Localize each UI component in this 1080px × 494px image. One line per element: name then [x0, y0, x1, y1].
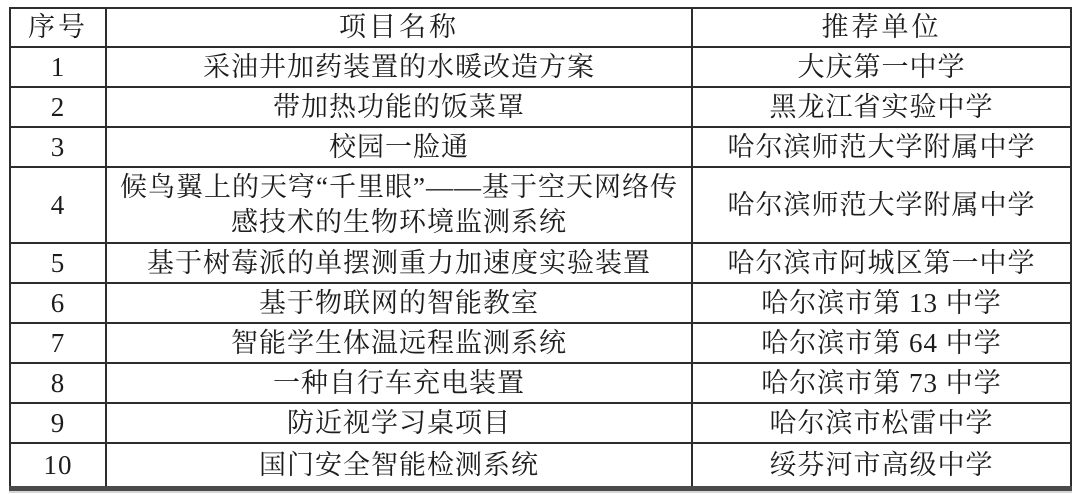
cell-project: 校园一脸通 — [106, 127, 692, 167]
cell-unit: 哈尔滨市松雷中学 — [692, 403, 1071, 443]
table-row — [10, 87, 1071, 127]
table-row — [10, 283, 1071, 323]
cell-index: 3 — [10, 127, 106, 167]
table-header-row — [10, 8, 1071, 47]
cell-unit: 大庆第一中学 — [692, 47, 1071, 87]
cell-project: 基于树莓派的单摆测重力加速度实验装置 — [106, 243, 692, 283]
cell-unit: 哈尔滨市第 64 中学 — [692, 323, 1071, 363]
table-row — [10, 443, 1071, 489]
cell-unit: 哈尔滨市第 13 中学 — [692, 283, 1071, 323]
cell-unit: 哈尔滨师范大学附属中学 — [692, 127, 1071, 167]
cell-project: 候鸟翼上的天穹“千里眼”——基于空天网络传感技术的生物环境监测系统 — [106, 167, 692, 243]
cell-index: 1 — [10, 47, 106, 87]
cell-unit: 哈尔滨市第 73 中学 — [692, 363, 1071, 403]
header-project: 项目名称 — [106, 8, 692, 47]
cell-project: 国门安全智能检测系统 — [106, 443, 692, 489]
table-row — [10, 243, 1071, 283]
table-row — [10, 47, 1071, 87]
cell-project: 智能学生体温远程监测系统 — [106, 323, 692, 363]
cell-project: 防近视学习桌项目 — [106, 403, 692, 443]
table-row — [10, 323, 1071, 363]
cell-index: 6 — [10, 283, 106, 323]
cell-unit: 哈尔滨市阿城区第一中学 — [692, 243, 1071, 283]
cell-unit: 绥芬河市高级中学 — [692, 443, 1071, 489]
cell-index: 10 — [10, 443, 106, 489]
header-index: 序号 — [10, 8, 106, 47]
cell-index: 5 — [10, 243, 106, 283]
header-unit: 推荐单位 — [692, 8, 1071, 47]
cell-index: 8 — [10, 363, 106, 403]
cell-index: 7 — [10, 323, 106, 363]
project-table — [9, 7, 1072, 491]
cell-project: 一种自行车充电装置 — [106, 363, 692, 403]
table-row — [10, 167, 1071, 243]
cell-project: 带加热功能的饭菜罩 — [106, 87, 692, 127]
cell-index: 9 — [10, 403, 106, 443]
table-row — [10, 363, 1071, 403]
cell-index: 4 — [10, 167, 106, 243]
cell-unit: 黑龙江省实验中学 — [692, 87, 1071, 127]
table-row — [10, 403, 1071, 443]
cell-project: 基于物联网的智能教室 — [106, 283, 692, 323]
cell-unit: 哈尔滨师范大学附属中学 — [692, 167, 1071, 243]
cell-index: 2 — [10, 87, 106, 127]
cell-project: 采油井加药装置的水暖改造方案 — [106, 47, 692, 87]
table-row — [10, 127, 1071, 167]
